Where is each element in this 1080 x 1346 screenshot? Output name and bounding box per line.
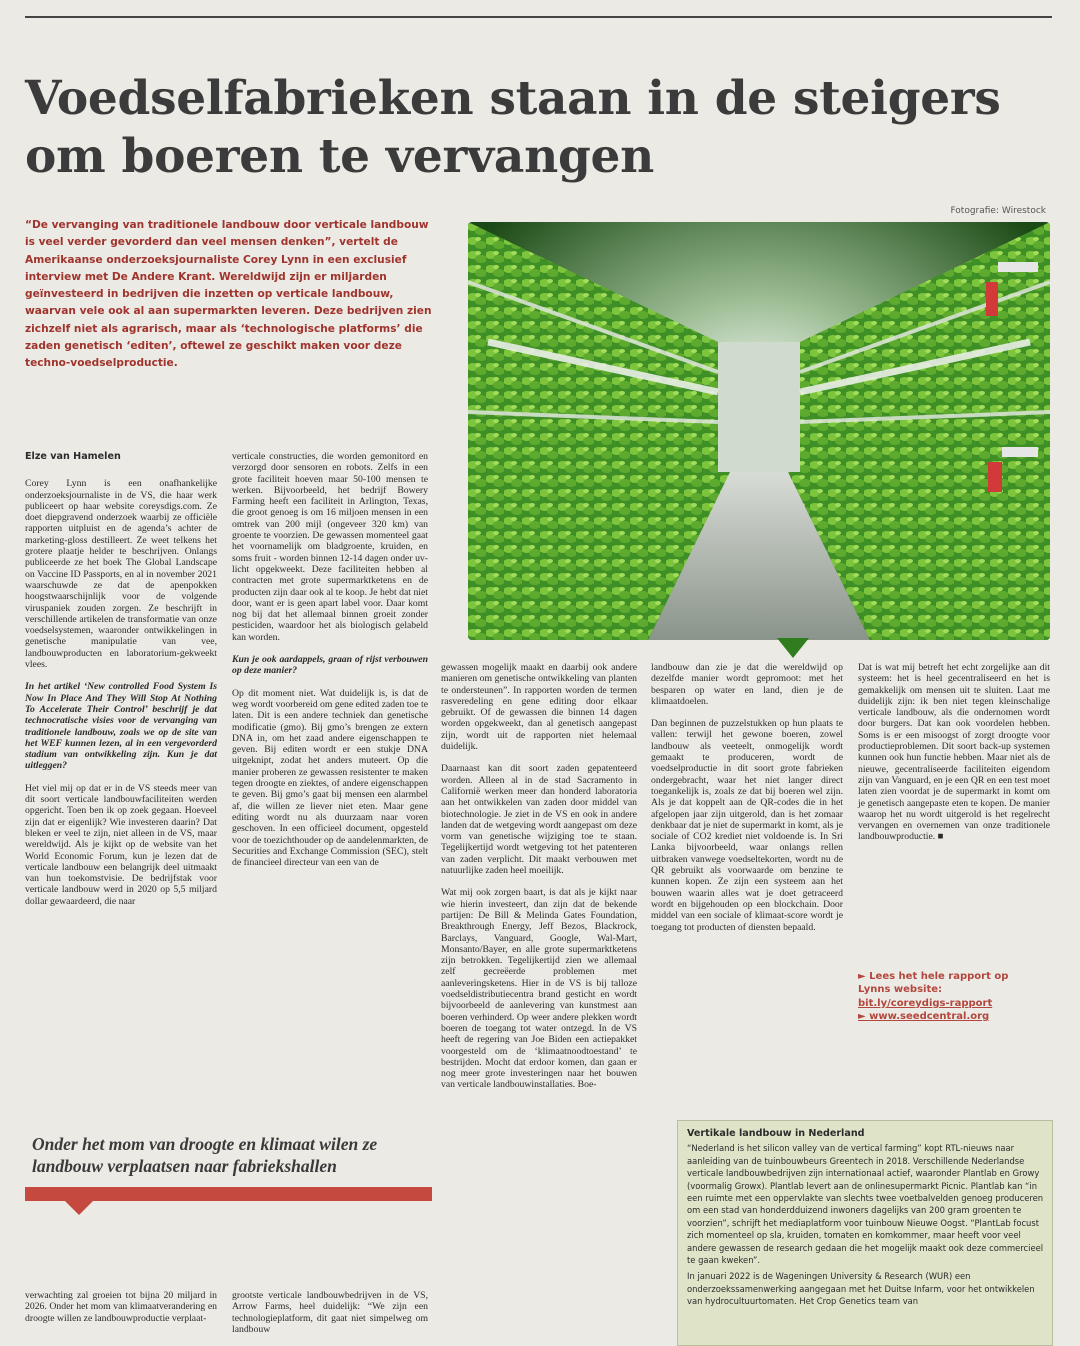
sidebar-title: Vertikale landbouw in Nederland [687,1128,865,1139]
col3-paragraph-2: Daarnaast kan dit soort zaden gepatenteerd worden. Alleen al in de stad Sacramento in Californië werken meer dan honderd laboratoria aan het ontwikkelen van zaden door middel van biotechnologie. Je ziet in de VS en ook in andere landen dat de wetgeving wordt aangepast om deze vorm van genetische wijziging toe te staan. Tegelijkertijd wordt wetgeving tot het patenteren van zaden verplicht. Dit maakt verbouwen met natuurlijke zaden heel moeilijk. [441,763,637,877]
col1-question: In het artikel ‘New controlled Food System Is Now In Place And They Will Stop At Nothing To Accelerate Their Control’ beschrijf je dat technocratische visies voor de vervanging van traditionele landbouw, zoals we op de site van het WEF kunnen lezen, al in een vergevorderd stadium van ontwikkeling zijn. Kun je dat uitleggen? [25,681,217,772]
col2-paragraph-1: verticale constructies, die worden gemonitord en verzorgd door sensoren en robots. Zelfs in een grote faciliteit hoeven maar 50-100 mensen te werken. Bijvoorbeeld, het bedrijf Bowery Farming heeft een faciliteit in Arlington, Texas, die groot genoeg is om 16 miljoen mensen in een omtrek van 200 mijl (ongeveer 320 km) van groente te voorzien. De gewassen momenteel gaat het voornamelijk om bladgroente, kruiden, en soms fruit - worden binnen 12-14 dagen onder uv-licht opgekweekt. Deze faciliteiten hebben al contracten met grote supermarktketens en de producten zijn daar ook al te koop. Je hebt dat niet door, want er is geen apart label voor. Daar komt nog bij dat het allemaal binnen groeit zonder pesticiden, waardoor het als biologisch gelabeld kan worden. [232,451,428,643]
top-rule [25,16,1052,18]
col1-paragraph-1: Corey Lynn is een onafhankelijke onderzoeksjournaliste in de VS, die haar werk publiceert op haar website coreysdigs.com. Ze doet diepgravend onderzoek waarbij ze officiële rapporten uitpluist en de agenda’s achter de marketing-gloss destilleert. Ze weet telkens het grotere plaatje helder te beschrijven. Onlangs publiceerde ze het boek The Global Landscape on Vaccine ID Passports, en al in november 2021 waarschuwde ze dat de apenpokken hoogstwaarschijnlijk voor de volgende viruspaniek zouden zorgen. Ze beschrijft in verschillende artikelen de transformatie van onze voedselsystemen, waaronder ontwikkelingen in genetische manipulatie van vee, landbouwproducten en laboratorium-gekweekt vlees. [25,478,217,671]
pull-quote [25,1133,445,1201]
column-5 [858,662,1050,843]
col4-paragraph-2: Dan beginnen de puzzelstukken op hun plaats te vallen: terwijl het gewone boeren, zowel landbouw als veeteelt, onmogelijk wordt gemaakt te produceren, wordt de voedselproductie in dit soort grote fabrieken ondergebracht, waar het niet langer direct toegankelijk is, zoals ze dat bij boeren wel zijn. Als je dat koppelt aan de QR-codes die in het afgelopen jaar zijn uitgerold, dan is het zomaar denkbaar dat je niet de supermarkt in komt, als je sociale of CO2 krediet niet voldoende is. In Sri Lanka bijvoorbeeld, waar onlangs rellen uitbraken vanwege voedseltekorten, wordt nu de QR gebruikt als voorwaarde om benzine te kunnen kopen. Ze zijn een systeem aan het bouwen waarin alles wat je doet getraceerd wordt en bijgehouden op een blockchain. Door middel van een sociale of klimaat-score wordt je toegang tot producten of diensten bepaald. [651,718,843,933]
col4-paragraph-1: landbouw dan zie je dat die wereldwijd op dezelfde manier wordt gepromoot: met het besparen op water en land, dien je de klimaatdoelen. [651,662,843,707]
headline: Voedselfabrieken staan in de steigers om boeren te vervangen [25,71,1001,184]
col1-paragraph-3: verwachting zal groeien tot bijna 20 miljard in 2026. Onder het mom van klimaatverandering en droogte willen ze landbouwproductie verplaat- [25,1290,217,1324]
further-reading-label: ► Lees het hele rapport op Lynns website: [858,971,1009,996]
byline: Elze van Hamelen [25,451,121,462]
col5-paragraph-1: Dat is wat mij betreft het echt zorgelijke aan dit systeem: het is heel gecentraliseerd en het is gemakkelijk om mensen uit te sluiten. Laat me duidelijk zijn: ik ben niet tegen kleinschalige verticale landbouw, als die ondernomen wordt door burgers. Dat kan ook voordelen hebben. Soms is er een misoogst of zorgt droogte voor productieproblemen. Dit soort back-up systemen kunnen ook hun functie hebben. Maar niet als de nieuwe, gecentraliseerde faciliteiten eigendom zijn van Vanguard, en je een QR en een test moet laten zien voordat je de supermarkt in komt om je genetisch aangepaste eten te kopen. De manier waarop het nu wordt uitgerold is het regelrecht vervangen en overnemen van onze traditionele landbouwproductie. ■ [858,662,1050,843]
col3-paragraph-1: gewassen mogelijk maakt en daarbij ook andere manieren om genetische ontwikkeling van planten te ondersteunen”. In rapporten worden de termen rasveredeling en gene editing door elkaar gebruikt. Of de gewassen die binnen 14 dagen worden opgekweekt, dan al genetisch aangepast zijn, wordt uit de rapporten niet helemaal duidelijk. [441,662,637,753]
sidebar-paragraph-1: “Nederland is het silicon valley van de vertical farming” kopt RTL-nieuws naar aanleiding van de tuinbouwbeurs Greentech in 2018. Verschillende Nederlandse verticale landbouwbedrijven zijn internationaal actief, waaronder Plantlab en Growy (voormalig Growx). Plantlab levert aan de onlinesupermarkt Picnic. Plantlab kan “in een ruimte met een oppervlakte van slechts twee voetbalvelden genoeg produceren om een stad van honderdduizend inwoners dagelijks van 200 gram groenten te voorzien”, schrijft het mediaplatform voor tuinbouw Nieuwe Oogst. “PlantLab focust zich momenteel op sla, kruiden, tomaten en komkommer, maar heeft voor veel andere gewassen de research gedaan die het mogelijk maakt ook deze commercieel te gaan kweken”. [687,1143,1044,1266]
photo-pointer [777,638,809,658]
sidebar-paragraph-2: In januari 2022 is de Wageningen University & Research (WUR) een onderzoekssamenwerking aangegaan met het Duitse Infarm, voor het ontwikkelen van hydrocultuurtomaten. Het Crop Genetics team van [687,1271,1035,1307]
column-3 [441,662,637,1091]
col3-paragraph-3: Wat mij ook zorgen baart, is dat als je kijkt naar wie hierin investeert, dan zijn dat de bekende partijen: De Bill & Melinda Gates Foundation, Breakthrough Energy, Jeff Bezos, Blackrock, Barclays, Vanguard, Google, Wal-Mart, Monsanto/Bayer, en alle grote supermarktketens zijn betrokken. Tegelijkertijd zien we allemaal zelf gecreëerde problemen met aanleveringsketens. Hier in de VS is bij talloze voedseldistributiecentra brand gesticht en wordt bijvoorbeeld de aanlevering van kunstmest aan boeren verhinderd. Op weer andere plekken wordt boeren de toegang tot water ontzegd. In de VS heeft de regering van Joe Biden een actiepakket voorgesteld om de ‘klimaatnoodtoestand’ te bestrijden. Mocht dat erdoor komen, dan gaan er nog meer grote investeringen naar het bouwen van verticale landbouwinstallaties. Boe- [441,887,637,1091]
pull-quote-bar [25,1187,432,1201]
pull-quote-pointer [65,1201,93,1215]
column-2 [232,451,428,868]
column-1 [25,451,217,907]
col2-paragraph-3: grootste verticale landbouwbedrijven in de VS, Arrow Farms, heel duidelijk: “We zijn een technologieplatform, dit gaat niet simpelweg om landbouw [232,1290,428,1335]
pull-quote-text: Onder het mom van droogte en klimaat wilen ze landbouw verplaatsen naar fabriekshallen [32,1134,378,1176]
photo-credit: Fotografie: Wirestock [950,206,1046,216]
intro-paragraph: “De vervanging van traditionele landbouw door verticale landbouw is veel verder gevorderd dan veel mensen denken”, vertelt de Amerikaanse onderzoeksjournaliste Corey Lynn in een exclusief interview met De Andere Krant. Wereldwijd zijn er miljarden geïnvesteerd in bedrijven die inzetten op verticale landbouw, waarvan vele ook al aan supermarkten leveren. Deze bedrijven zien zichzelf niet als agrarisch, maar als ‘technologische platforms’ die zaden genetisch ‘editen’, oftewel ze geschikt maken voor deze techno-voedselproductie. [25,219,432,370]
seedcentral-link[interactable]: ► www.seedcentral.org [858,1010,990,1022]
further-reading [858,970,1038,1023]
sidebar-box [677,1120,1053,1346]
col1-paragraph-2: Het viel mij op dat er in de VS steeds meer van dit soort verticale landbouwfaciliteiten werden opgericht. Toen ben ik op zoek gegaan. Hoeveel zijn dat er eigenlijk? Wie investeren daarin? Dat bleken er veel te zijn, niet alleen in de VS, maar wereldwijd. Als je kijkt op de website van het World Economic Forum, kun je lezen dat de verticale landbouw een belangrijk deel uitmaakt van hun toekomstvisie. De bedrijfstak voor verticale landbouw werd in 2020 op 5,5 miljard dollar gewaardeerd, die naar [25,782,217,907]
column-4 [651,662,843,933]
vertical-farm-photo [468,222,1050,640]
column-1-continued [25,1290,217,1324]
report-link[interactable]: bit.ly/coreydigs-rapport [858,997,993,1009]
col2-question: Kun je ook aardappels, graan of rijst verbouwen op deze manier? [232,654,428,677]
column-2-continued [232,1290,428,1335]
col2-paragraph-2: Op dit moment niet. Wat duidelijk is, is dat de weg wordt voorbereid om gene edited zaden toe te laten. Dit is een andere techniek dan genetische modificatie (gmo). Bij gmo’s brengen ze extern DNA in, om het zaad andere eigenschappen te geven. Bij editen wordt er een stukje DNA uitgeknipt, zodat het anders muteert. Op die manier proberen ze gewassen resistenter te maken tegen droogte en ziektes, of andere eigenschappen te geven. Bij gmo’s gaat bij mensen een alarmbel af, die willen ze liever niet eten. Maar gene editing wordt nu als duurzaam naar voren geschoven. In een officieel document, opgesteld voor de toezichthouder op de aandelenmarkten, de Securities and Exchange Commission (SEC), stelt de financieel directeur van een van de [232,687,428,869]
